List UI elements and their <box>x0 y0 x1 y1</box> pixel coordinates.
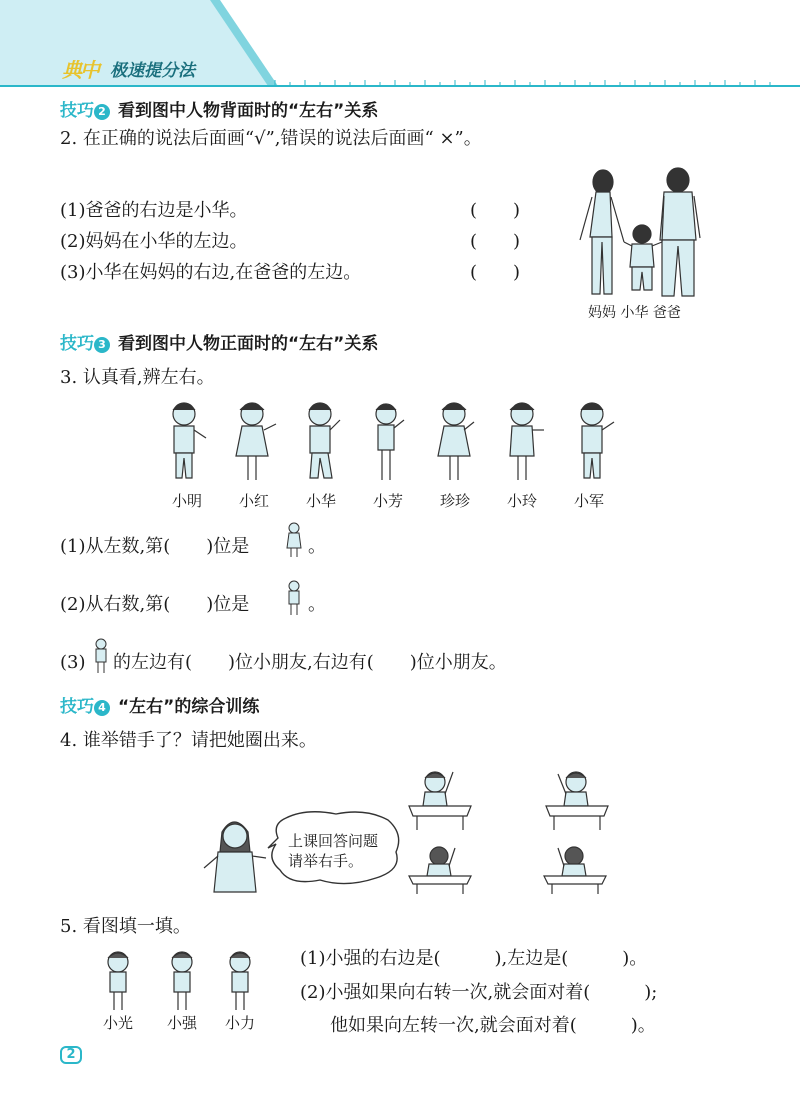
q5-line-1: (1)小强的右边是( ),左边是( )。 <box>300 948 648 969</box>
question-number: 4. <box>60 730 78 751</box>
sub-question-3-3-prefix: (3) <box>60 652 86 673</box>
kid-name-2: 小红 <box>238 492 269 510</box>
student-raising-hand-1[interactable] <box>405 766 475 832</box>
family-figure <box>570 162 710 302</box>
teacher-illustration <box>200 812 275 894</box>
answer-blank-3[interactable]: ( ) <box>470 262 521 283</box>
statement-1: (1)爸爸的右边是小华。 <box>60 200 248 221</box>
question-number: 3. <box>60 367 78 388</box>
skill-4-heading <box>60 696 259 718</box>
q5-kid-name-2: 小强 <box>166 1014 197 1032</box>
skill-title: 看到图中人物背面时的“左右”关系 <box>118 101 379 121</box>
sub-question-text: (2)从右数,第( )位是 <box>60 594 250 615</box>
sub-question-tail: 。 <box>308 594 326 615</box>
question-3 <box>60 366 215 390</box>
skill-tag: 技巧 <box>60 697 94 717</box>
student-raising-hand-2[interactable] <box>542 766 612 832</box>
small-girl-icon <box>90 638 112 674</box>
q5-line-3: 他如果向左转一次,就会面对着( )。 <box>330 1015 656 1036</box>
skill-title: “左右”的综合训练 <box>118 697 260 717</box>
question-2 <box>60 127 482 151</box>
answer-blank-1[interactable]: ( ) <box>470 200 521 221</box>
statement-3: (3)小华在妈妈的右边,在爸爸的左边。 <box>60 262 362 283</box>
sub-question-tail: 。 <box>308 536 326 557</box>
three-kids-illustration <box>98 950 268 1012</box>
student-back-view-2[interactable] <box>540 846 610 896</box>
sub-question-3-1 <box>60 535 249 559</box>
q5-kid-name-1: 小光 <box>102 1014 133 1032</box>
kid-name-7: 小军 <box>573 492 604 510</box>
question-number: 2. <box>60 128 78 149</box>
skill-number: 3 <box>94 337 110 353</box>
statement-2: (2)妈妈在小华的左边。 <box>60 231 248 252</box>
sub-question-3-2 <box>60 593 249 617</box>
bubble-line-1: 上课回答问题 <box>288 832 379 850</box>
small-girl-icon <box>282 522 306 558</box>
kid-name-3: 小华 <box>305 492 336 510</box>
skill-number: 4 <box>94 700 110 716</box>
family-back-view-illustration <box>570 162 710 302</box>
kid-name-1: 小明 <box>171 492 202 510</box>
bubble-line-2: 请举右手。 <box>288 852 364 870</box>
skill-2-heading <box>60 100 378 122</box>
kids-row-figures <box>160 398 640 488</box>
skill-title: 看到图中人物正面时的“左右”关系 <box>118 334 379 354</box>
q5-kid-name-3: 小力 <box>224 1014 255 1032</box>
student-back-view-1[interactable] <box>405 846 475 896</box>
answer-blank-2[interactable]: ( ) <box>470 231 521 252</box>
question-text: 谁举错手了？请把她圈出来。 <box>82 730 317 751</box>
question-4 <box>60 729 317 753</box>
question-text: 在正确的说法后面画“√”,错误的说法后面画“ ×”。 <box>82 128 482 149</box>
skill-tag: 技巧 <box>60 101 94 121</box>
kid-name-4: 小芳 <box>372 492 403 510</box>
small-boy-icon <box>282 580 306 616</box>
question-number: 5. <box>60 916 78 937</box>
header-logo: 典中 <box>62 58 98 82</box>
question-text: 认真看,辨左右。 <box>82 367 215 388</box>
kid-name-6: 小玲 <box>506 492 537 510</box>
kid-name-5: 珍珍 <box>439 492 470 510</box>
page-number: 2 <box>60 1046 82 1064</box>
skill-tag: 技巧 <box>60 334 94 354</box>
question-5 <box>60 915 191 939</box>
skill-3-heading <box>60 333 378 355</box>
sub-question-3-3-text: 的左边有( )位小朋友,右边有( )位小朋友。 <box>113 652 507 673</box>
header-title: 极速提分法 <box>110 61 195 81</box>
q5-line-2: (2)小强如果向右转一次,就会面对着( ); <box>300 982 658 1003</box>
family-figure-caption: 妈妈 小华 爸爸 <box>588 305 681 321</box>
sub-question-text: (1)从左数,第( )位是 <box>60 536 250 557</box>
skill-number: 2 <box>94 104 110 120</box>
question-text: 看图填一填。 <box>82 916 191 937</box>
